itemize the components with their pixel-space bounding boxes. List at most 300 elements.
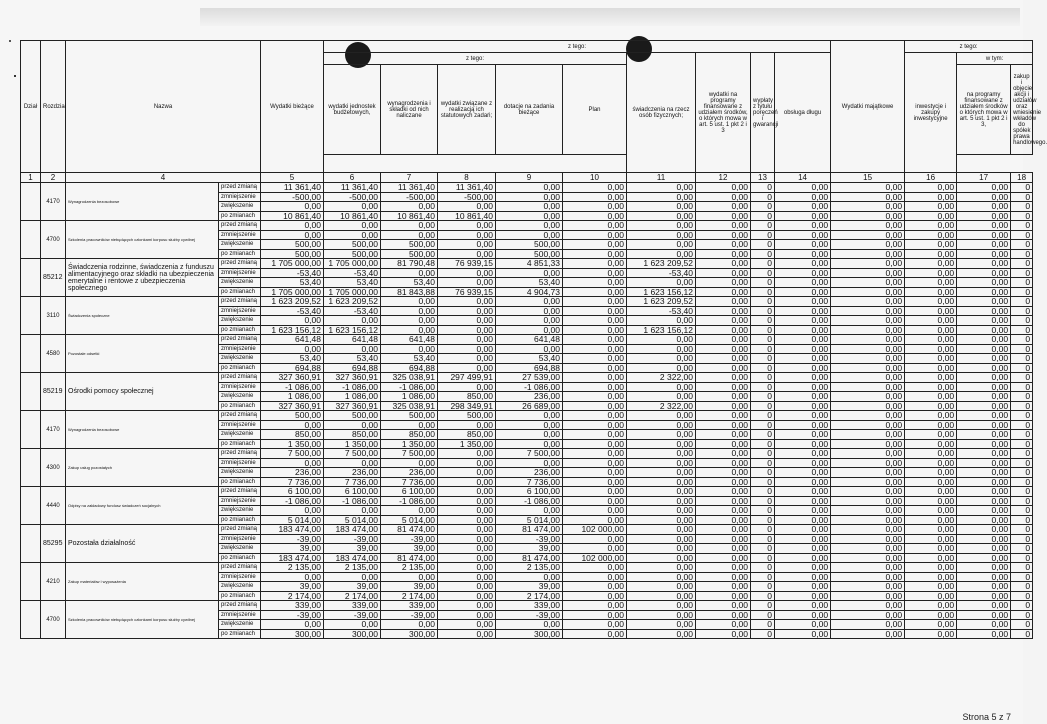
value-cell: 0,00 [775, 629, 831, 639]
value-cell: 0,00 [696, 392, 751, 402]
value-cell: 0 [751, 506, 775, 516]
value-cell: 81 474,00 [496, 553, 563, 563]
value-cell: 0,00 [381, 202, 438, 212]
value-cell: 0,00 [696, 477, 751, 487]
value-cell: 0,00 [563, 240, 627, 250]
value-cell: 0,00 [563, 620, 627, 630]
value-cell: 0,00 [957, 430, 1011, 440]
value-cell: 10 861,40 [324, 211, 381, 221]
value-cell: 0,00 [957, 192, 1011, 202]
value-cell: 0,00 [563, 354, 627, 364]
value-cell: 0 [1011, 354, 1033, 364]
value-cell: -1 086,00 [261, 382, 324, 392]
value-cell: 0,00 [696, 506, 751, 516]
value-cell: 500,00 [261, 240, 324, 250]
value-cell: 0,00 [627, 620, 696, 630]
row-label: zmniejszenie [219, 534, 261, 544]
nazwa-cell: Zakup usług pozostałych [66, 449, 219, 487]
value-cell: 0,00 [496, 297, 563, 307]
value-cell: 0 [1011, 221, 1033, 231]
value-cell: 0 [1011, 401, 1033, 411]
value-cell: 0,00 [627, 278, 696, 288]
value-cell: 325 038,91 [381, 373, 438, 383]
value-cell: 0,00 [563, 477, 627, 487]
value-cell: 0,00 [496, 458, 563, 468]
value-cell: 0,00 [696, 430, 751, 440]
value-cell: 0 [1011, 297, 1033, 307]
value-cell: 0,00 [957, 344, 1011, 354]
value-cell: 0,00 [775, 240, 831, 250]
value-cell: 10 861,40 [438, 211, 496, 221]
rozdzial-cell: 4170 [41, 183, 66, 221]
value-cell: 0,00 [438, 221, 496, 231]
row-label: zmniejszenie [219, 192, 261, 202]
value-cell: 0,00 [438, 202, 496, 212]
value-cell: 0,00 [696, 249, 751, 259]
value-cell: 0,00 [563, 287, 627, 297]
value-cell: 0 [751, 392, 775, 402]
value-cell: 0,00 [438, 563, 496, 573]
value-cell: 0,00 [563, 392, 627, 402]
value-cell: 0,00 [905, 610, 957, 620]
value-cell: -39,00 [324, 610, 381, 620]
row-label: zmniejszenie [219, 572, 261, 582]
value-cell: 0,00 [563, 297, 627, 307]
value-cell: 0,00 [905, 382, 957, 392]
value-cell: 327 360,91 [261, 373, 324, 383]
column-number: 10 [563, 173, 627, 183]
header-spacer [324, 155, 751, 173]
value-cell: 0,00 [324, 344, 381, 354]
value-cell: 0,00 [957, 487, 1011, 497]
value-cell: 11 361,40 [324, 183, 381, 193]
value-cell: 0 [751, 591, 775, 601]
value-cell: 0,00 [563, 591, 627, 601]
dzial-cell [21, 601, 41, 639]
value-cell: 0,00 [627, 525, 696, 535]
dzial-cell [21, 449, 41, 487]
value-cell: 0,00 [696, 240, 751, 250]
value-cell: 0,00 [627, 202, 696, 212]
value-cell: 0,00 [957, 544, 1011, 554]
value-cell: 0,00 [627, 183, 696, 193]
rozdzial-cell: 85295 [41, 525, 66, 563]
value-cell: 0,00 [627, 316, 696, 326]
value-cell: 0,00 [957, 287, 1011, 297]
table-body [21, 183, 1033, 639]
value-cell: 0,00 [696, 468, 751, 478]
value-cell: 0,00 [496, 268, 563, 278]
value-cell: 0,00 [831, 525, 905, 535]
column-number: 6 [324, 173, 381, 183]
value-cell: 7 500,00 [261, 449, 324, 459]
value-cell: 0,00 [831, 563, 905, 573]
value-cell: 0,00 [381, 230, 438, 240]
value-cell: 0,00 [696, 325, 751, 335]
table-row [21, 601, 1033, 611]
value-cell: 0 [751, 335, 775, 345]
row-label: po zmianach [219, 211, 261, 221]
header-nazwa: Nazwa [66, 41, 261, 173]
value-cell: 0,00 [324, 420, 381, 430]
row-label: po zmianach [219, 325, 261, 335]
value-cell: 53,40 [496, 278, 563, 288]
value-cell: 0,00 [438, 477, 496, 487]
value-cell: 0 [1011, 230, 1033, 240]
value-cell: -53,40 [261, 306, 324, 316]
value-cell: 0,00 [438, 449, 496, 459]
value-cell: 500,00 [438, 411, 496, 421]
header-plan: Plan [563, 65, 627, 155]
value-cell: 0,00 [831, 268, 905, 278]
value-cell: 0,00 [381, 297, 438, 307]
value-cell: 0,00 [775, 468, 831, 478]
value-cell: 0,00 [905, 183, 957, 193]
value-cell: 0 [751, 211, 775, 221]
rozdzial-cell: 3110 [41, 297, 66, 335]
value-cell: 0,00 [381, 344, 438, 354]
value-cell: 2 174,00 [324, 591, 381, 601]
value-cell: 0,00 [438, 335, 496, 345]
value-cell: 0,00 [957, 506, 1011, 516]
value-cell: 0,00 [957, 496, 1011, 506]
value-cell: -500,00 [324, 192, 381, 202]
value-cell: 0,00 [775, 496, 831, 506]
value-cell: 0,00 [324, 230, 381, 240]
header-z-tego-2: z tego: [324, 53, 627, 65]
value-cell: 0 [751, 287, 775, 297]
value-cell: 0,00 [831, 544, 905, 554]
value-cell: 0,00 [627, 458, 696, 468]
value-cell: 0,00 [831, 610, 905, 620]
header-z-tego-majatkowe: z tego: [905, 41, 1033, 53]
value-cell: 0,00 [905, 392, 957, 402]
value-cell: 0,00 [696, 582, 751, 592]
row-label: zmniejszenie [219, 268, 261, 278]
header-wydatki-statutowe: wydatki związane z realizacją ich statutowych zadań; [438, 65, 496, 155]
value-cell: 0,00 [905, 544, 957, 554]
value-cell: 0,00 [438, 363, 496, 373]
value-cell: 0 [751, 306, 775, 316]
value-cell: 0,00 [696, 591, 751, 601]
value-cell: 0,00 [775, 572, 831, 582]
value-cell: 500,00 [381, 249, 438, 259]
header-zakup-akcji: zakup i objęcie akcji i udziałów oraz wniesienie wkładów do spółek prawa handlowego. [1011, 65, 1033, 155]
value-cell: 0,00 [563, 430, 627, 440]
value-cell: 0,00 [831, 183, 905, 193]
value-cell: 0,00 [563, 449, 627, 459]
value-cell: -500,00 [261, 192, 324, 202]
nazwa-cell: Zakup materiałów i wyposażenia [66, 563, 219, 601]
value-cell: 0,00 [831, 306, 905, 316]
header-rozdzial: Rozdział [41, 41, 66, 173]
value-cell: 0,00 [563, 344, 627, 354]
value-cell: 0,00 [627, 382, 696, 392]
value-cell: 0,00 [775, 534, 831, 544]
value-cell: 0,00 [496, 572, 563, 582]
value-cell: 0,00 [563, 306, 627, 316]
value-cell: 0,00 [438, 544, 496, 554]
value-cell: 0,00 [957, 439, 1011, 449]
value-cell: 0,00 [775, 325, 831, 335]
value-cell: 0,00 [831, 620, 905, 630]
value-cell: 0,00 [627, 544, 696, 554]
value-cell: 53,40 [381, 278, 438, 288]
value-cell: 0,00 [563, 249, 627, 259]
value-cell: 0,00 [905, 211, 957, 221]
value-cell: 0,00 [831, 373, 905, 383]
value-cell: 0,00 [627, 534, 696, 544]
value-cell: 339,00 [381, 601, 438, 611]
value-cell: 0,00 [775, 316, 831, 326]
value-cell: 0 [751, 544, 775, 554]
value-cell: 0,00 [957, 563, 1011, 573]
rozdzial-cell: 4300 [41, 449, 66, 487]
value-cell: 0 [751, 572, 775, 582]
value-cell: -53,40 [627, 268, 696, 278]
value-cell: -53,40 [261, 268, 324, 278]
value-cell: 0,00 [627, 591, 696, 601]
value-cell: 39,00 [496, 582, 563, 592]
value-cell: 0,00 [957, 610, 1011, 620]
value-cell: -53,40 [324, 268, 381, 278]
row-label: przed zmianą [219, 411, 261, 421]
table-row [21, 525, 1033, 535]
value-cell: 0,00 [627, 439, 696, 449]
row-label: zmniejszenie [219, 306, 261, 316]
value-cell: 0,00 [381, 458, 438, 468]
value-cell: 0,00 [905, 620, 957, 630]
value-cell: 850,00 [261, 430, 324, 440]
column-number: 12 [696, 173, 751, 183]
value-cell: 0 [1011, 477, 1033, 487]
value-cell: 0,00 [905, 373, 957, 383]
table-row [21, 487, 1033, 497]
value-cell: 0,00 [957, 297, 1011, 307]
value-cell: 500,00 [324, 240, 381, 250]
value-cell: 0,00 [775, 192, 831, 202]
value-cell: 1 623 209,52 [627, 297, 696, 307]
column-number: 5 [261, 173, 324, 183]
value-cell: 0 [1011, 306, 1033, 316]
value-cell: 1 623 209,52 [627, 259, 696, 269]
row-label: zmniejszenie [219, 344, 261, 354]
value-cell: 0 [1011, 544, 1033, 554]
value-cell: 0 [1011, 411, 1033, 421]
value-cell: 0 [1011, 363, 1033, 373]
value-cell: 0,00 [627, 582, 696, 592]
value-cell: 0,00 [831, 325, 905, 335]
value-cell: 0,00 [775, 202, 831, 212]
table-row [21, 563, 1033, 573]
value-cell: 0,00 [831, 420, 905, 430]
value-cell: 0,00 [696, 572, 751, 582]
value-cell: 0,00 [627, 563, 696, 573]
column-number: 15 [831, 173, 905, 183]
value-cell: 0,00 [831, 211, 905, 221]
value-cell: 0 [1011, 192, 1033, 202]
value-cell: 0,00 [831, 515, 905, 525]
value-cell: 0,00 [831, 192, 905, 202]
column-number: 7 [381, 173, 438, 183]
value-cell: 183 474,00 [261, 525, 324, 535]
value-cell: 0,00 [496, 439, 563, 449]
value-cell: 5 014,00 [381, 515, 438, 525]
value-cell: 236,00 [496, 468, 563, 478]
value-cell: 850,00 [381, 430, 438, 440]
value-cell: 0,00 [696, 287, 751, 297]
value-cell: 39,00 [261, 544, 324, 554]
value-cell: 0,00 [957, 316, 1011, 326]
value-cell: 0,00 [831, 411, 905, 421]
row-label: zwiększenie [219, 392, 261, 402]
value-cell: 641,48 [324, 335, 381, 345]
row-label: zwiększenie [219, 506, 261, 516]
value-cell: 0,00 [696, 230, 751, 240]
value-cell: 0,00 [496, 202, 563, 212]
value-cell: 0,00 [496, 230, 563, 240]
value-cell: 0 [751, 297, 775, 307]
value-cell: 0,00 [775, 477, 831, 487]
value-cell: 0,00 [696, 610, 751, 620]
value-cell: 1 623 156,12 [627, 325, 696, 335]
value-cell: 0 [1011, 506, 1033, 516]
row-label: po zmianach [219, 591, 261, 601]
row-label: zmniejszenie [219, 458, 261, 468]
row-label: zwiększenie [219, 582, 261, 592]
value-cell: 0,00 [905, 525, 957, 535]
value-cell: 0 [751, 354, 775, 364]
value-cell: 236,00 [496, 392, 563, 402]
value-cell: 5 014,00 [324, 515, 381, 525]
value-cell: 0,00 [905, 287, 957, 297]
value-cell: -39,00 [381, 534, 438, 544]
value-cell: 694,88 [381, 363, 438, 373]
header-wydatki-majatkowe: Wydatki majątkowe [831, 41, 905, 173]
row-label: przed zmianą [219, 221, 261, 231]
value-cell: 0,00 [957, 354, 1011, 364]
value-cell: 298 349,91 [438, 401, 496, 411]
value-cell: 0,00 [905, 563, 957, 573]
value-cell: 0 [1011, 259, 1033, 269]
value-cell: 0,00 [438, 249, 496, 259]
value-cell: 0,00 [563, 496, 627, 506]
value-cell: 0,00 [775, 601, 831, 611]
value-cell: 0,00 [905, 306, 957, 316]
value-cell: 0 [751, 221, 775, 231]
value-cell: 0,00 [775, 249, 831, 259]
value-cell: 0,00 [775, 458, 831, 468]
value-cell: 0,00 [957, 335, 1011, 345]
column-number: 13 [751, 173, 775, 183]
value-cell: 0,00 [563, 610, 627, 620]
value-cell: 102 000,00 [563, 553, 627, 563]
value-cell: 0,00 [627, 553, 696, 563]
value-cell: 0,00 [563, 506, 627, 516]
value-cell: 0,00 [905, 363, 957, 373]
value-cell: 0,00 [696, 278, 751, 288]
value-cell: 0,00 [627, 354, 696, 364]
value-cell: -500,00 [438, 192, 496, 202]
value-cell: 0,00 [696, 335, 751, 345]
column-number: 18 [1011, 173, 1033, 183]
value-cell: 0,00 [438, 629, 496, 639]
value-cell: 0,00 [627, 363, 696, 373]
value-cell: 300,00 [496, 629, 563, 639]
value-cell: 0,00 [905, 354, 957, 364]
value-cell: 0,00 [438, 354, 496, 364]
row-label: przed zmianą [219, 487, 261, 497]
value-cell: 0,00 [381, 506, 438, 516]
value-cell: 0 [751, 411, 775, 421]
row-label: przed zmianą [219, 183, 261, 193]
value-cell: 297 499,91 [438, 373, 496, 383]
value-cell: 0,00 [775, 420, 831, 430]
value-cell: 81 474,00 [381, 553, 438, 563]
value-cell: 7 736,00 [261, 477, 324, 487]
value-cell: 76 939,15 [438, 259, 496, 269]
value-cell: 0,00 [957, 230, 1011, 240]
value-cell: 0,00 [438, 534, 496, 544]
value-cell: 0,00 [957, 306, 1011, 316]
value-cell: 0,00 [831, 506, 905, 516]
value-cell: 0,00 [438, 601, 496, 611]
nazwa-cell: Wynagrodzenia bezosobowe [66, 183, 219, 221]
column-number-row [21, 173, 1033, 183]
value-cell: 0,00 [831, 287, 905, 297]
value-cell: 0,00 [563, 325, 627, 335]
value-cell: 0,00 [957, 553, 1011, 563]
dzial-cell [21, 335, 41, 373]
dzial-cell [21, 525, 41, 563]
value-cell: 0 [1011, 515, 1033, 525]
header-inwestycje: inwestycje i zakupy inwestycyjne [905, 53, 957, 173]
value-cell: 0,00 [696, 344, 751, 354]
header-wyplaty: wypłaty z tytułu poręczeń i gwarancji [751, 53, 775, 173]
value-cell: 0,00 [627, 240, 696, 250]
value-cell: 0,00 [627, 506, 696, 516]
row-label: zwiększenie [219, 240, 261, 250]
value-cell: 1 086,00 [261, 392, 324, 402]
value-cell: 0,00 [563, 278, 627, 288]
value-cell: 0 [1011, 392, 1033, 402]
value-cell: 0,00 [905, 278, 957, 288]
value-cell: 0,00 [905, 268, 957, 278]
value-cell: 0,00 [563, 192, 627, 202]
value-cell: 0,00 [438, 572, 496, 582]
value-cell: 0 [751, 240, 775, 250]
value-cell: 0,00 [563, 401, 627, 411]
row-label: zwiększenie [219, 354, 261, 364]
value-cell: 39,00 [381, 544, 438, 554]
value-cell: 0,00 [496, 306, 563, 316]
nazwa-cell: Wynagrodzenia bezosobowe [66, 411, 219, 449]
value-cell: 0 [751, 183, 775, 193]
value-cell: 0,00 [775, 287, 831, 297]
value-cell: 1 350,00 [324, 439, 381, 449]
value-cell: 0 [751, 373, 775, 383]
value-cell: 0 [751, 477, 775, 487]
value-cell: 327 360,91 [324, 401, 381, 411]
value-cell: 327 360,91 [324, 373, 381, 383]
value-cell: 0,00 [957, 373, 1011, 383]
value-cell: 1 086,00 [324, 392, 381, 402]
value-cell: 0,00 [831, 468, 905, 478]
value-cell: 1 705 000,00 [324, 287, 381, 297]
value-cell: 0,00 [957, 629, 1011, 639]
value-cell: 0,00 [905, 515, 957, 525]
value-cell: 0,00 [381, 325, 438, 335]
